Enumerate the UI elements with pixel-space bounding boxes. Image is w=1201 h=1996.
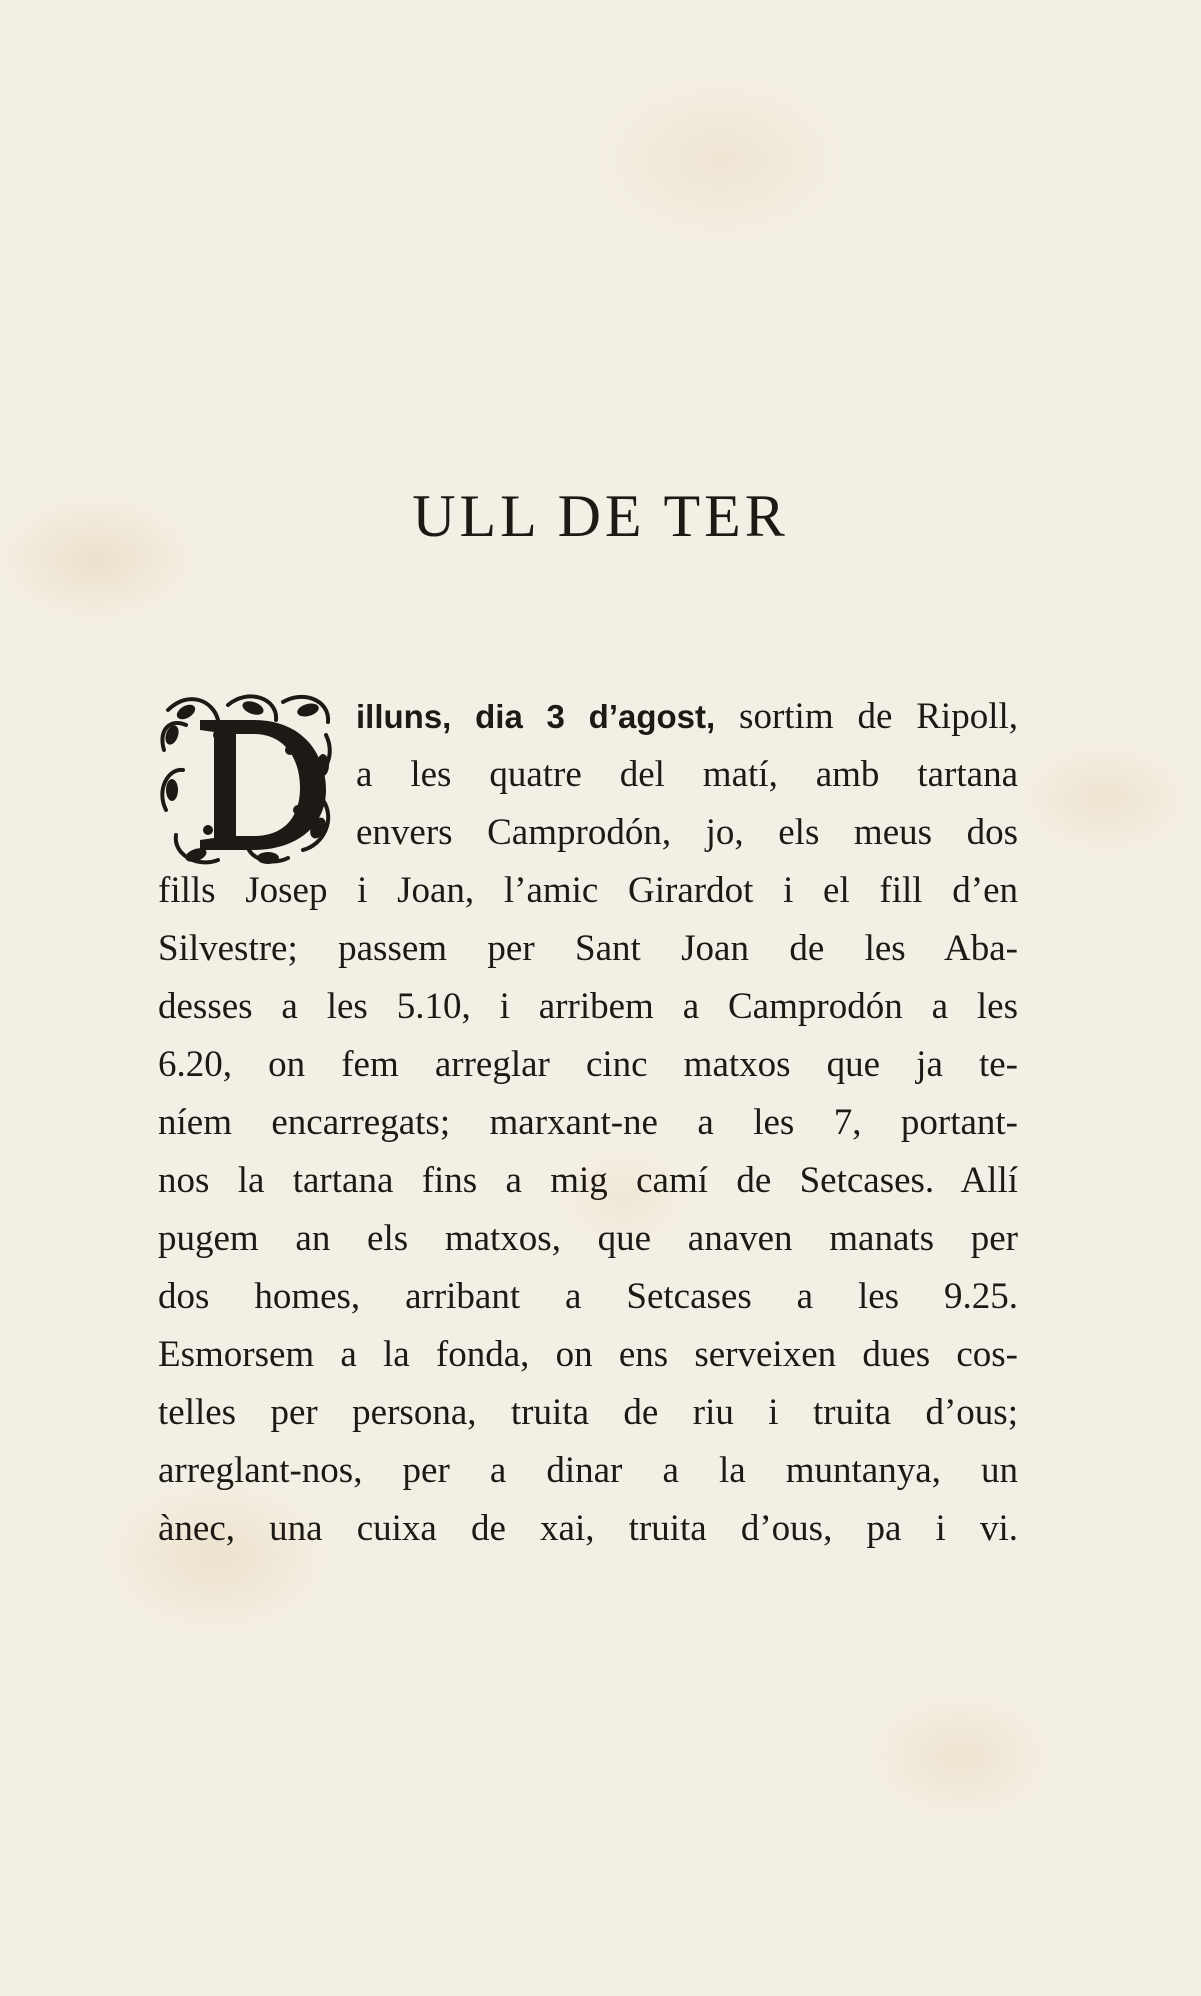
text-line-rest: sortim de Ripoll,: [715, 696, 1019, 737]
body-text: [158, 688, 1018, 1558]
text-line: envers Camprodón, jo, els meus dos: [356, 812, 1018, 853]
text-line: níem encarregats; marxant-ne a les 7, portant-: [158, 1102, 1018, 1143]
text-line: 6.20, on fem arreglar cinc matxos que ja te-: [158, 1044, 1018, 1085]
text-line: desses a les 5.10, i arribem a Camprodón a les: [158, 986, 1018, 1027]
text-line: pugem an els matxos, que anaven manats per: [158, 1218, 1018, 1259]
chapter-title: ULL DE TER: [412, 483, 789, 549]
text-line: dos homes, arribant a Setcases a les 9.25.: [158, 1276, 1018, 1317]
text-line: fills Josep i Joan, l’amic Girardot i el fill d’en: [158, 870, 1018, 911]
text-line: [158, 688, 1018, 746]
opening-words: illuns, dia 3 d’agost,: [356, 698, 716, 735]
text-line: arreglant-nos, per a dinar a la muntanya, un: [158, 1450, 1018, 1491]
text-line: ànec, una cuixa de xai, truita d’ous, pa i vi.: [158, 1508, 1018, 1549]
text-line: Silvestre; passem per Sant Joan de les Aba-: [158, 928, 1018, 969]
text-line: a les quatre del matí, amb tartana: [356, 754, 1018, 795]
text-line: Esmorsem a la fonda, on ens serveixen dues cos-: [158, 1334, 1018, 1375]
text-line: telles per persona, truita de riu i truita d’ous;: [158, 1392, 1018, 1433]
text-line: nos la tartana fins a mig camí de Setcases. Allí: [158, 1160, 1018, 1201]
